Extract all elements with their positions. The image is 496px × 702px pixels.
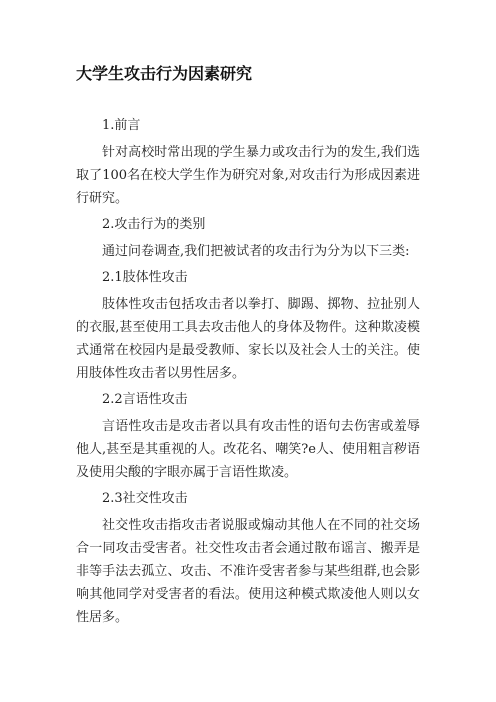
paragraph-social-attack: 社交性攻击指攻击者说服或煽动其他人在不同的社交场合一同攻击受害者。社交性攻击者会通过散布谣言、搬弄是非等手法去孤立、攻击、不准许受害者参与某些组群,也会影响其他同学对受害者的看法。使用这种模式欺凌他人则以女性居多。 <box>76 517 420 625</box>
document-title: 大学生攻击行为因素研究 <box>76 64 253 83</box>
document-body <box>76 114 420 632</box>
section-heading-physical-attack: 2.1肢体性攻击 <box>102 270 188 285</box>
section-heading-verbal-attack: 2.2言语性攻击 <box>102 392 188 407</box>
section-heading-social-attack: 2.3社交性攻击 <box>102 491 188 506</box>
paragraph-attack-types-intro: 通过问卷调查,我们把被试者的攻击行为分为以下三类: <box>102 243 410 259</box>
paragraph-verbal-attack: 言语性攻击是攻击者以具有攻击性的语句去伤害或羞辱他人,甚至是其重视的人。改花名、嘲笑?e人、使用粗言秽语及使用尖酸的字眼亦属于言语性欺凌。 <box>76 418 420 480</box>
section-heading-attack-types: 2.攻击行为的类别 <box>102 217 206 232</box>
section-heading-introduction: 1.前言 <box>102 118 141 133</box>
paragraph-introduction: 针对高校时常出现的学生暴力或攻击行为的发生,我们选取了100名在校大学生作为研究对象,对攻击行为形成因素进行研究。 <box>76 144 420 206</box>
paragraph-physical-attack: 肢体性攻击包括攻击者以拳打、脚踢、掷物、拉扯别人的衣服,甚至使用工具去攻击他人的身体及物件。这种欺凌模式通常在校园内是最受教师、家长以及社会人士的关注。使用肢体性攻击者以男性居多。 <box>76 296 420 381</box>
